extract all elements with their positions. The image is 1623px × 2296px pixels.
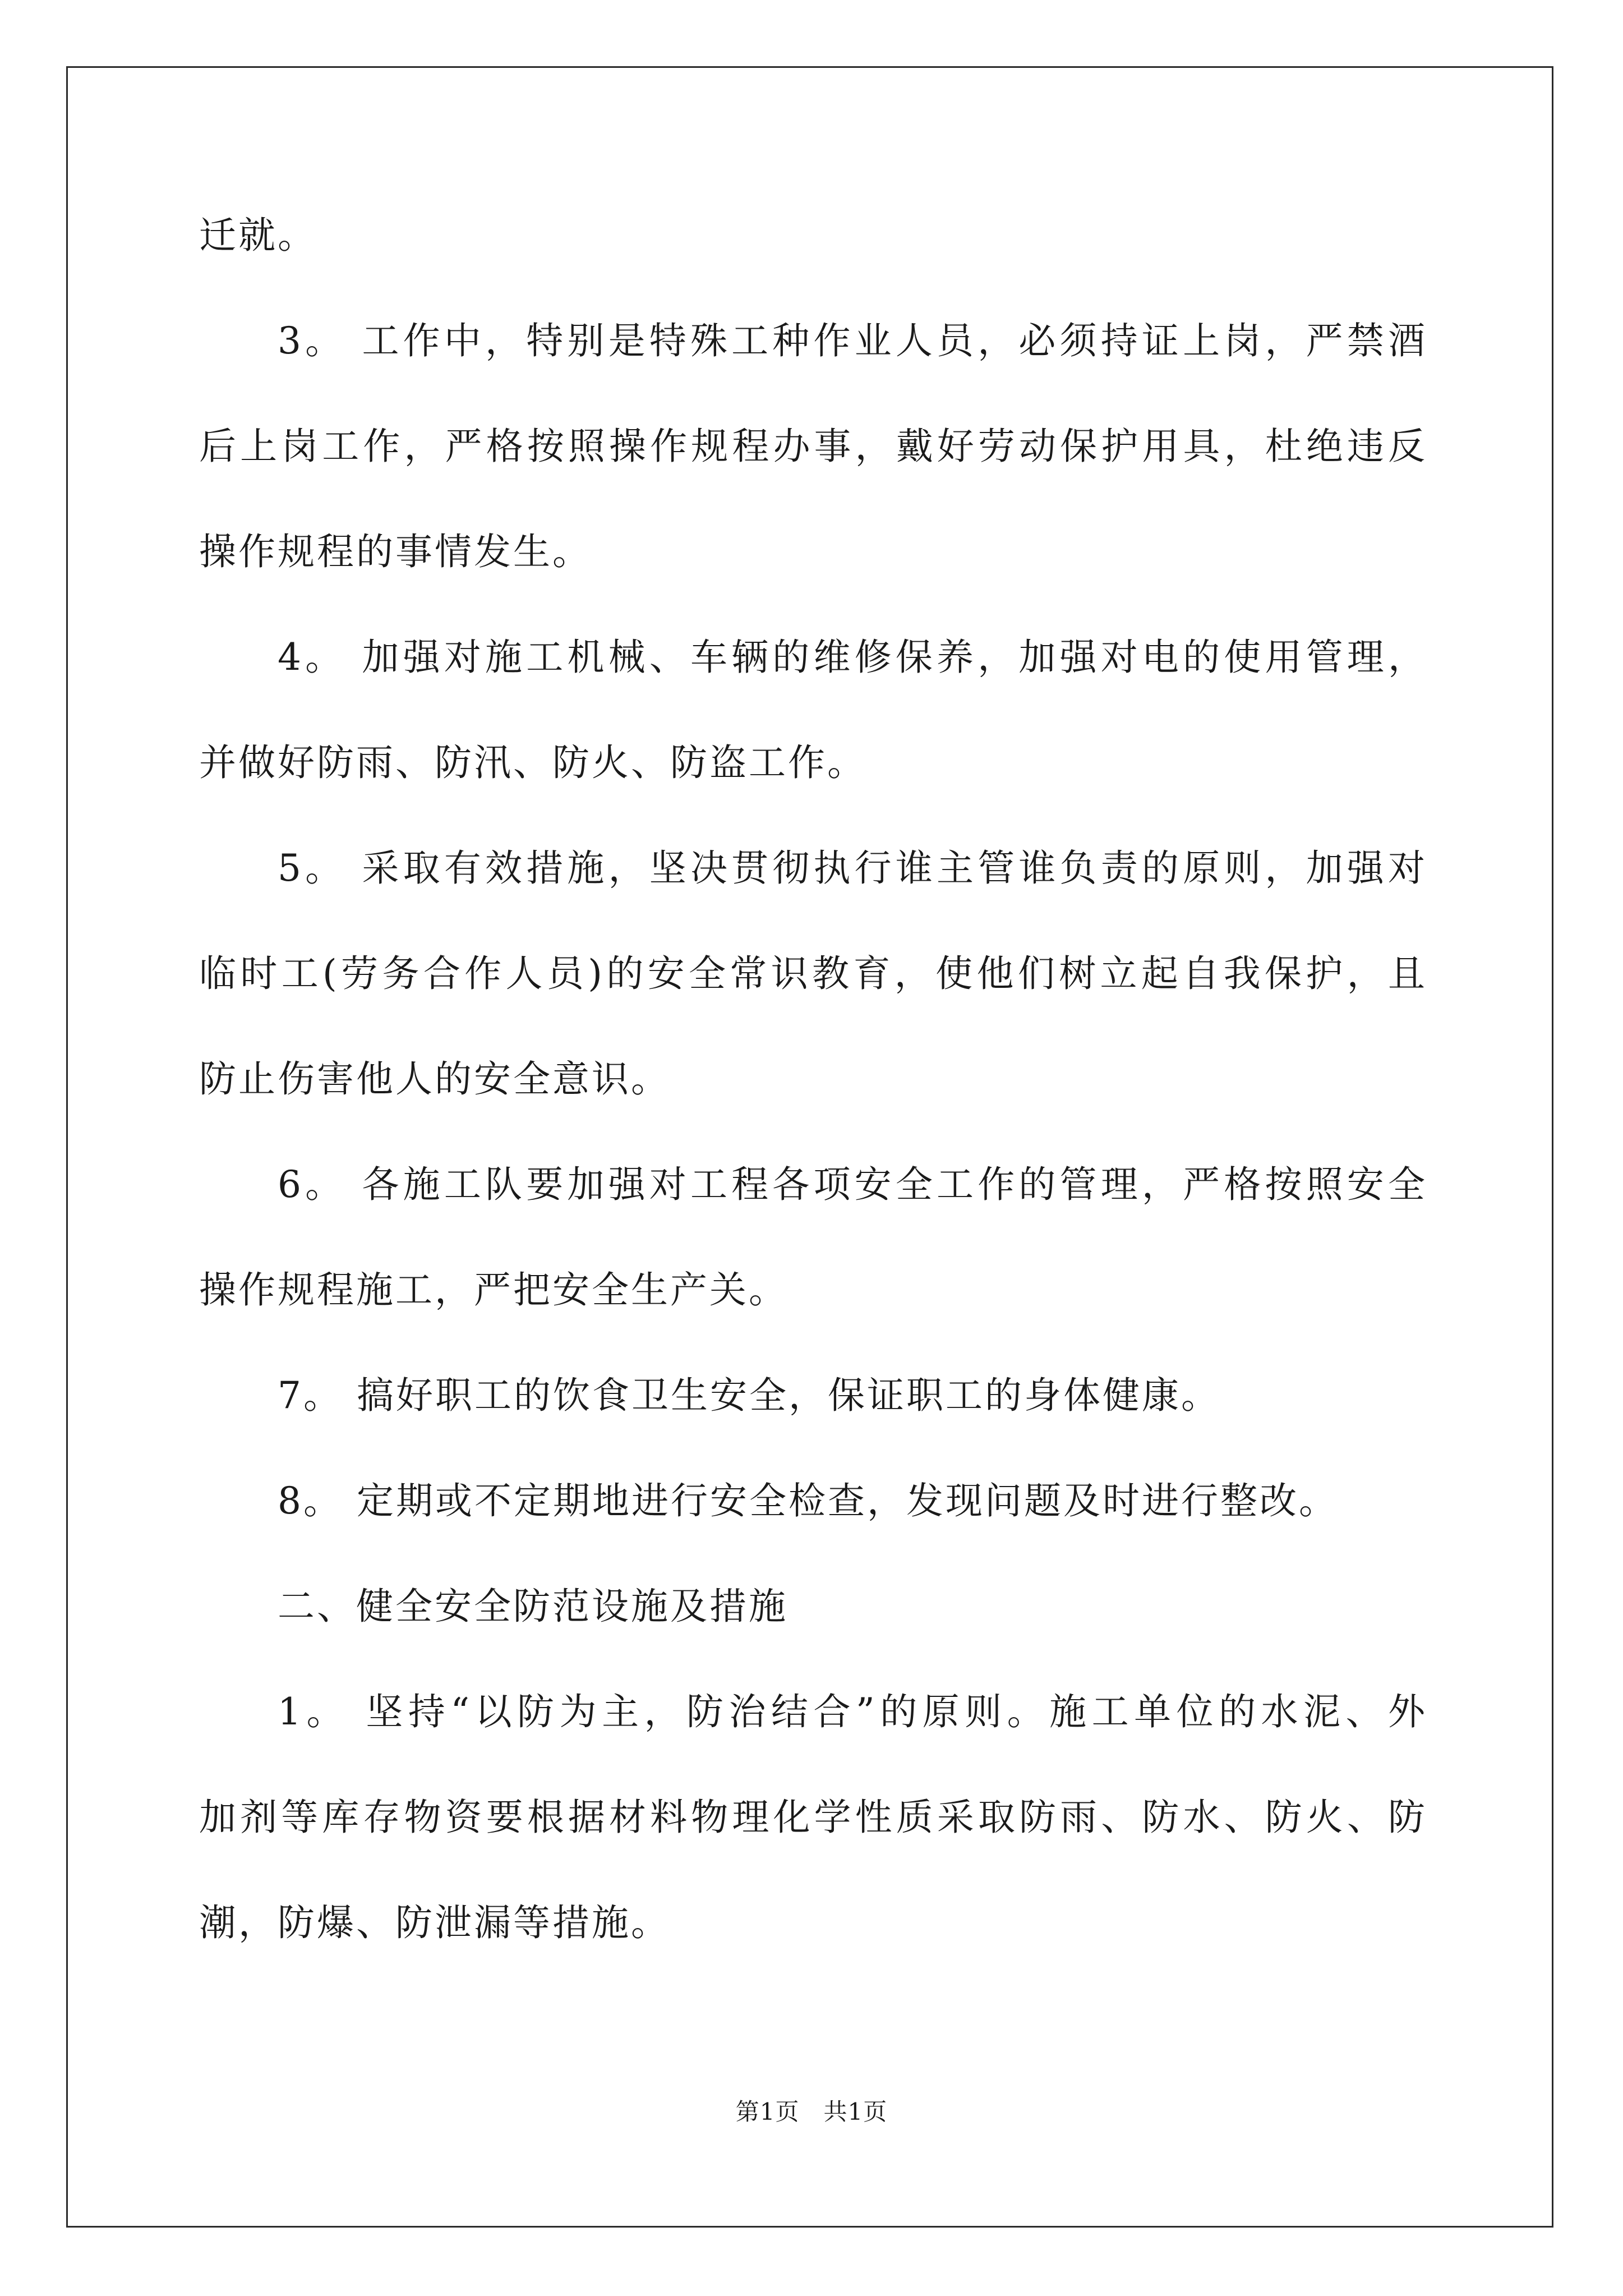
text-line: 迁就。	[199, 214, 317, 257]
paragraph-3-line-1: 3。 工作中，特别是特殊工种作业人员，必须持证上岗，严禁酒	[278, 319, 1427, 362]
paragraph-3-line-2: 后上岗工作，严格按照操作规程办事，戴好劳动保护用具，杜绝违反	[199, 425, 1427, 468]
paragraph-5-line-2: 临时工(劳务合作人员)的安全常识教育，使他们树立起自我保护，且	[199, 952, 1427, 995]
page-footer: 第1页 共1页	[735, 2098, 888, 2125]
paragraph-1-line-1: 1。 坚持“以防为主，防治结合”的原则。施工单位的水泥、外	[278, 1690, 1427, 1733]
paragraph-4-line-2: 并做好防雨、防汛、防火、防盗工作。	[199, 741, 866, 784]
section-heading: 二、健全安全防范设施及措施	[278, 1585, 788, 1628]
paragraph-6-line-2: 操作规程施工，严把安全生产关。	[199, 1268, 788, 1312]
paragraph-4-line-1: 4。 加强对施工机械、车辆的维修保养，加强对电的使用管理，	[278, 636, 1427, 679]
paragraph-6-line-1: 6。 各施工队要加强对工程各项安全工作的管理，严格按照安全	[278, 1163, 1427, 1206]
paragraph-5-line-1: 5。 采取有效措施，坚决贯彻执行谁主管谁负责的原则，加强对	[278, 846, 1427, 890]
paragraph-3-line-3: 操作规程的事情发生。	[199, 530, 592, 573]
paragraph-1-line-3: 潮，防爆、防泄漏等措施。	[199, 1901, 670, 1944]
paragraph-5-line-3: 防止伤害他人的安全意识。	[199, 1057, 670, 1101]
paragraph-8: 8。 定期或不定期地进行安全检查，发现问题及时进行整改。	[278, 1479, 1338, 1522]
paragraph-7: 7。 搞好职工的饮食卫生安全，保证职工的身体健康。	[278, 1374, 1220, 1417]
paragraph-1-line-2: 加剂等库存物资要根据材料物理化学性质采取防雨、防水、防火、防	[199, 1796, 1427, 1839]
